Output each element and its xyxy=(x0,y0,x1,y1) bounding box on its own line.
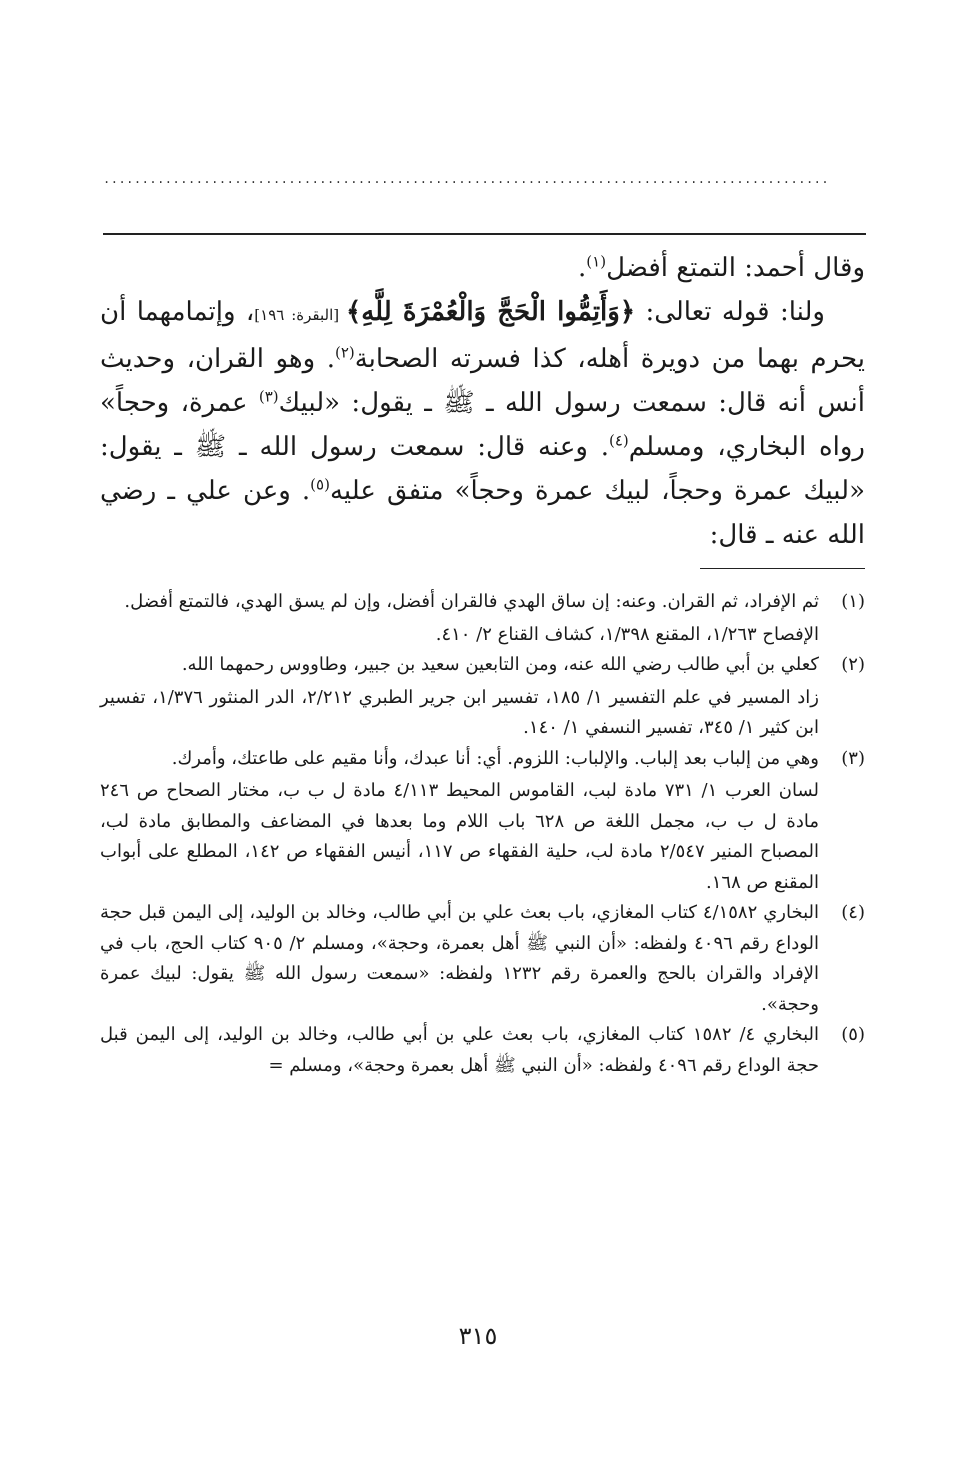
main-text-body xyxy=(100,246,865,557)
footnote-text: البخاري ٤/١٥٨٢ كتاب المغازي، باب بعث علي بن أبي طالب، وخالد بن الوليد، إلى اليمن قبل حجة الوداع رقم ٤٠٩٦ ولفظه: «أن النبي ﷺ أهل بعمرة، وحجة»، ومسلم ٢/ ٩٠٥ كتاب الحج، باب في الإفراد والقران بالحج والعمرة رقم ١٢٣٢ ولفظه: «سمعت رسول الله ﷺ يقول: لبيك عمرة وحجة». xyxy=(100,902,820,1015)
footnote-number: (٥) xyxy=(841,1024,865,1045)
footnote-text: البخاري ٤/ ١٥٨٢ كتاب المغازي، باب بعث علي بن أبي طالب، وخالد بن الوليد، إلى اليمن قبل حجة الوداع رقم ٤٠٩٦ ولفظه: «أن النبي ﷺ أهل بعمرة وحجة»، ومسلم = xyxy=(100,1024,819,1076)
paragraph-2-part-d: عمرة، وحجاً» رواه البخاري، ومسلم xyxy=(100,388,865,462)
paragraph-2-part-b: ، وإتمامهما أن يحرم بهما من دويرة أهله، كذا فسرته الصحابة xyxy=(100,297,865,374)
dotted-separator-line: .............................................................................................. xyxy=(103,172,830,186)
footnote-text: وهي من إلباب بعد إلباب. والإلباب: اللزوم. أي: أنا عبدك، وأنا مقيم على طاعتك، وأمرك. xyxy=(171,747,819,769)
paragraph-2-part-a: ولنا: قوله تعالى: xyxy=(635,297,825,327)
footnote-text: ثم الإفراد، ثم القران. وعنه: إن ساق الهدي فالقران أفضل، وإن لم يسق الهدي، فالتمتع أفضل. xyxy=(124,591,819,612)
paragraph-2-part-f: . وعن علي ـ رضي الله عنه ـ قال: xyxy=(100,476,865,550)
footnote-ref-2: (٢) xyxy=(334,343,355,362)
paragraph-2-part-c: . وهو القران، وحديث أنس أنه قال: سمعت رسول الله ـ ﷺ ـ يقول: «لبيك xyxy=(100,344,865,418)
footnote-ref-1: (١) xyxy=(586,252,607,271)
footnote-number: (١) xyxy=(841,591,865,612)
footnote-1 xyxy=(100,587,865,650)
footnote-number: (٣) xyxy=(841,747,865,769)
footnote-number: (٤) xyxy=(841,902,865,923)
footnote-ref-3: (٣) xyxy=(258,387,279,406)
footnote-5 xyxy=(100,1020,865,1081)
footnote-sources: زاد المسير في علم التفسير ١/ ١٨٥، تفسير ابن جرير الطبري ٢/٢١٢، الدر المنثور ١/٣٧٦، تفسير ابن كثير ١/ ٣٤٥، تفسير النسفي ١/ ١٤٠. xyxy=(100,686,819,738)
footnote-ref-4: (٤) xyxy=(609,431,629,450)
paragraph-2 xyxy=(100,290,865,557)
footnotes-section xyxy=(100,587,865,1081)
footnote-separator xyxy=(700,568,865,569)
footnote-sources: لسان العرب ١/ ٧٣١ مادة لبب، القاموس المحيط ٤/١١٣ مادة ل ب ب، مختار الصحاح ص ٢٤٦ مادة ل ب ب، مجمل اللغة ص ٦٢٨ باب اللام وما بعدها في المضاعف والمطابق مادة لب، المصباح المنير ٢/٥٤٧ مادة لب، حلية الفقهاء ص ١١٧، أنيس الفقهاء ص ١٤٢، المطلع على أبواب المقنع ص ١٦٨. xyxy=(100,780,819,893)
paragraph-2-part-e: . وعنه قال: سمعت رسول الله ـ ﷺ ـ يقول: «لبيك عمرة وحجاً، لبيك عمرة وحجاً» متفق عليه xyxy=(100,432,865,506)
paragraph-1 xyxy=(100,246,865,290)
footnote-ref-5: (٥) xyxy=(310,475,330,494)
paragraph-1-text: وقال أحمد: التمتع أفضل xyxy=(606,253,865,283)
footnote-2 xyxy=(100,650,865,744)
footnote-3 xyxy=(100,744,865,899)
footnote-4 xyxy=(100,898,865,1020)
quran-verse: ﴿وَأَتِمُّوا الْحَجَّ وَالْعُمْرَةَ لِلَّهِ﴾ xyxy=(345,297,636,327)
footnote-number: (٢) xyxy=(841,654,865,675)
footnote-sources: الإفصاح ١/٢٦٣، المقنع ١/٣٩٨، كشاف القناع ٢/ ٤١٠. xyxy=(435,623,819,645)
page-number: ٣١٥ xyxy=(458,1322,498,1350)
quran-verse-reference: [البقرة: ١٩٦] xyxy=(254,306,346,324)
footnote-text: كعلي بن أبي طالب رضي الله عنه، ومن التابعين سعيد بن جبير، وطاووس رحمهما الله. xyxy=(181,654,819,675)
paragraph-1-end: . xyxy=(578,253,587,283)
top-horizontal-rule xyxy=(103,233,866,235)
